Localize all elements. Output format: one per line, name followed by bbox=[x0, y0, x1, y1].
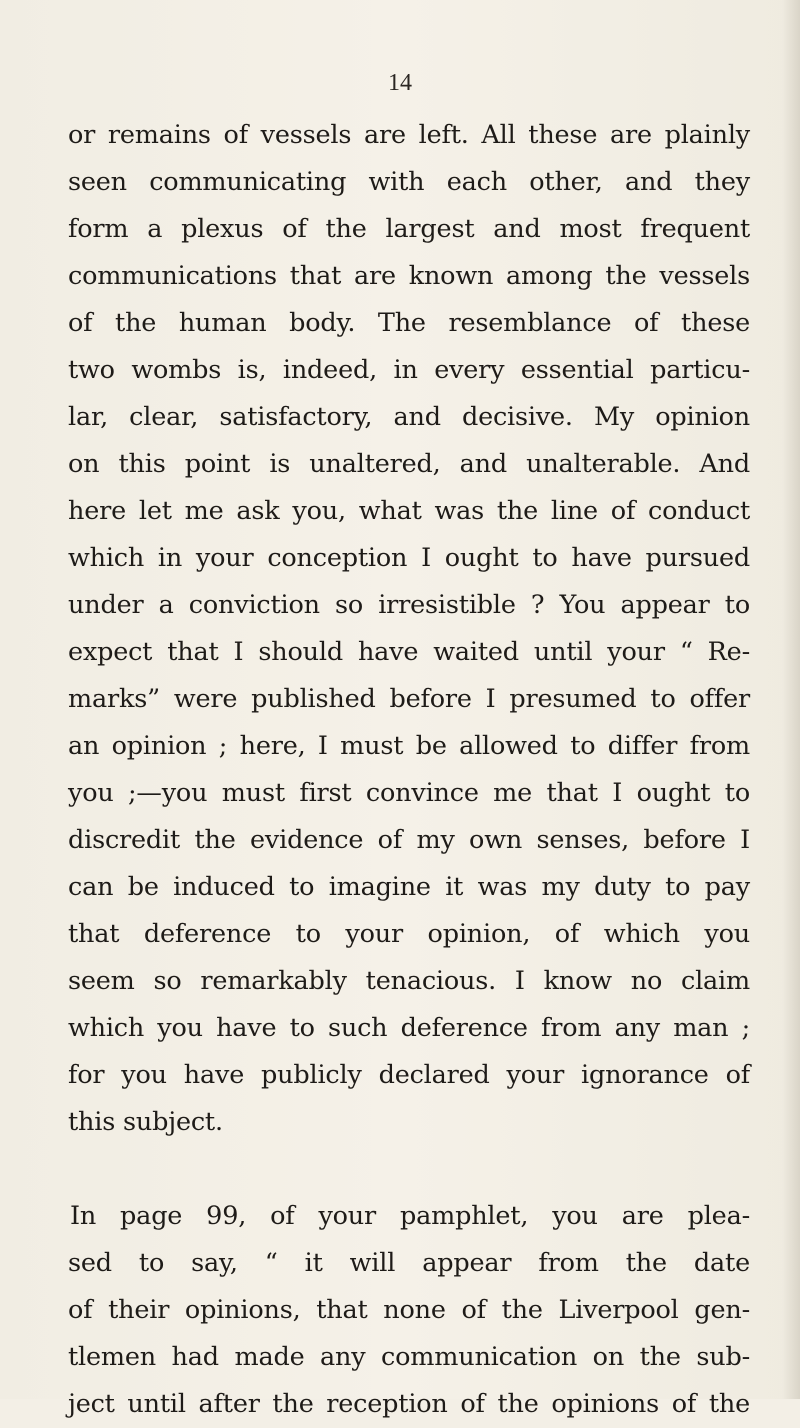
text-line: sed to say, “ it will appear from the date bbox=[68, 1248, 750, 1278]
text-line: under a conviction so irresistible ? You appear to bbox=[68, 590, 750, 620]
text-line: form a plexus of the largest and most frequent bbox=[68, 214, 750, 244]
text-line: In page 99, of your pamphlet, you are plea- bbox=[70, 1201, 750, 1231]
text-line: this subject. bbox=[68, 1107, 223, 1137]
text-line: marks” were published before I presumed to offer bbox=[68, 684, 750, 714]
text-line: can be induced to imagine it was my duty to pay bbox=[68, 872, 750, 902]
text-line: for you have publicly declared your ignorance of bbox=[68, 1060, 750, 1090]
text-line: or remains of vessels are left. All these are plainly bbox=[68, 120, 750, 150]
page-number: 14 bbox=[388, 70, 412, 96]
text-line: which you have to such deference from any man ; bbox=[68, 1013, 750, 1043]
text-line: of their opinions, that none of the Liverpool gen- bbox=[68, 1295, 750, 1325]
text-line: seen communicating with each other, and they bbox=[68, 167, 750, 197]
paragraph-2 bbox=[68, 1193, 750, 1428]
text-line: you ;—you must first convince me that I ought to bbox=[68, 778, 750, 808]
paragraph-gap bbox=[68, 1146, 750, 1193]
text-line: ject until after the reception of the opinions of the bbox=[68, 1389, 750, 1419]
text-line: tlemen had made any communication on the sub- bbox=[68, 1342, 750, 1372]
text-line: an opinion ; here, I must be allowed to differ from bbox=[68, 731, 750, 761]
page-edge-shadow bbox=[782, 0, 800, 1399]
text-line: here let me ask you, what was the line of conduct bbox=[68, 496, 750, 526]
text-line: seem so remarkably tenacious. I know no claim bbox=[68, 966, 750, 996]
text-line: which in your conception I ought to have pursued bbox=[68, 543, 750, 573]
text-line: communications that are known among the vessels bbox=[68, 261, 750, 291]
text-line: that deference to your opinion, of which you bbox=[68, 919, 750, 949]
text-line: discredit the evidence of my own senses, before I bbox=[68, 825, 750, 855]
paragraph-1 bbox=[68, 112, 750, 1146]
text-line: of the human body. The resemblance of these bbox=[68, 308, 750, 338]
text-line: expect that I should have waited until your “ Re- bbox=[68, 637, 750, 667]
text-line: two wombs is, indeed, in every essential particu- bbox=[68, 355, 750, 385]
text-line: lar, clear, satisfactory, and decisive. My opinion bbox=[68, 402, 750, 432]
body-text bbox=[68, 112, 750, 1428]
text-line: on this point is unaltered, and unalterable. And bbox=[68, 449, 750, 479]
